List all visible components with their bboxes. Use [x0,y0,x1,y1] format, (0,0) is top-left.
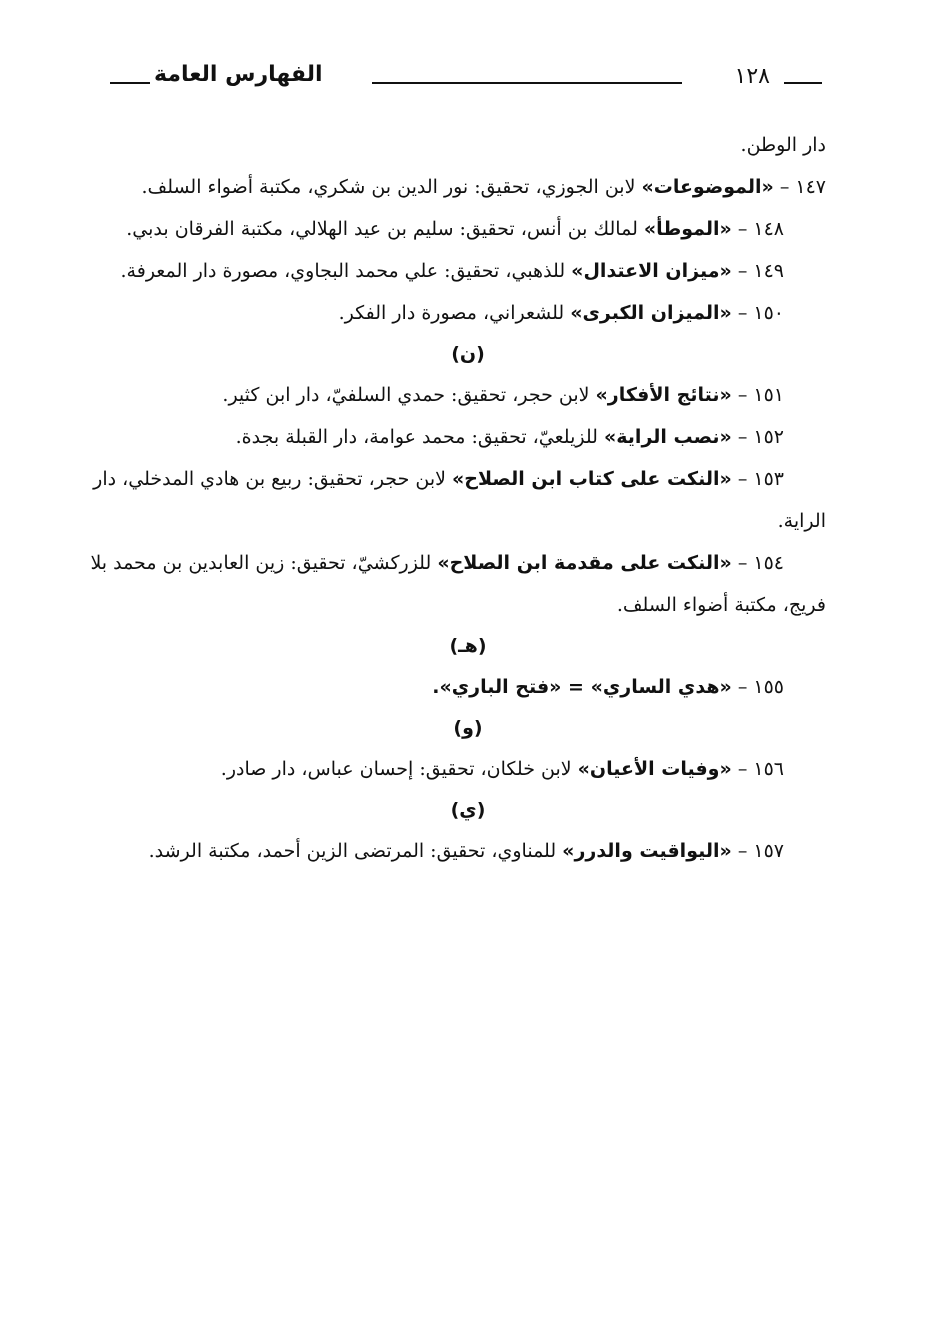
entry-details: لابن حجر، تحقيق: ربيع بن هادي المدخلي، دار [93,468,452,490]
entry-title: «نصب الراية» [604,426,732,448]
entry-154 [90,542,826,584]
entry-details: للزيلعيّ، تحقيق: محمد عوامة، دار القبلة بجدة. [235,426,604,448]
entry-number: ١٥٣ – [737,468,784,490]
running-header [110,60,822,94]
entry-title: «الموطأ» [643,218,732,240]
entry-title: «الموضوعات» [641,176,774,198]
index-list [90,124,826,872]
entry-153-continuation: الراية. [777,510,826,532]
entry-title: «النكت على كتاب ابن الصلاح» [451,468,732,490]
entry-number: ١٥٥ – [737,676,784,698]
letter-heading-waw: (و) [453,717,483,739]
entry-152 [110,416,826,458]
continuation-line: دار الوطن. [740,134,826,156]
entry-number: ١٤٩ – [737,260,784,282]
entry-title: «هدي الساري» = «فتح الباري». [432,676,732,698]
entry-title: «وفيات الأعيان» [577,758,732,780]
entry-details: للذهبي، تحقيق: علي محمد البجاوي، مصورة دار المعرفة. [120,260,572,282]
section-title: الفهارس العامة [154,62,323,87]
entry-details: للشعراني، مصورة دار الفكر. [338,302,571,324]
entry-details: لابن خلكان، تحقيق: إحسان عباس، دار صادر. [220,758,578,780]
page-number: ١٢٨ [734,64,770,89]
entry-details: لمالك بن أنس، تحقيق: سليم بن عيد الهلالي، مكتبة الفرقان بدبي. [126,218,644,240]
entry-153 [93,458,826,500]
entry-148 [110,208,826,250]
entry-details: لابن الجوزي، تحقيق: نور الدين بن شكري، مكتبة أضواء السلف. [141,176,642,198]
entry-155 [110,666,826,708]
entry-details: للمناوي، تحقيق: المرتضى الزين أحمد، مكتبة الرشد. [148,840,563,862]
entry-number: ١٤٨ – [737,218,784,240]
entry-details: للزركشيّ، تحقيق: زين العابدين بن محمد بلا [90,552,438,574]
entry-154-continuation: فريج، مكتبة أضواء السلف. [616,594,826,616]
entry-number: ١٥٦ – [737,758,784,780]
entry-number: ١٥٢ – [737,426,784,448]
entry-number: ١٥٧ – [737,840,784,862]
header-rule-left [110,82,150,84]
entry-157 [110,830,826,872]
entry-title: «نتائج الأفكار» [595,384,732,406]
entry-number: ١٥٠ – [737,302,784,324]
letter-heading-nun: (ن) [451,343,485,365]
entry-150 [110,292,826,334]
entry-149 [110,250,826,292]
entry-title: «الميزان الكبرى» [570,302,732,324]
entry-number: ١٥٤ – [737,552,784,574]
entry-147 [110,166,826,208]
entry-151 [110,374,826,416]
entry-title: «النكت على مقدمة ابن الصلاح» [437,552,732,574]
header-rule-middle [372,82,682,84]
entry-number: ١٥١ – [737,384,784,406]
letter-heading-ha: (هـ) [449,635,487,657]
entry-title: «ميزان الاعتدال» [571,260,732,282]
entry-title: «اليواقيت والدرر» [562,840,732,862]
letter-heading-ya: (ي) [450,799,486,821]
entry-details: لابن حجر، تحقيق: حمدي السلفيّ، دار ابن كثير. [222,384,596,406]
entry-156 [110,748,826,790]
entry-number: ١٤٧ – [779,176,826,198]
header-rule-right [784,82,822,84]
